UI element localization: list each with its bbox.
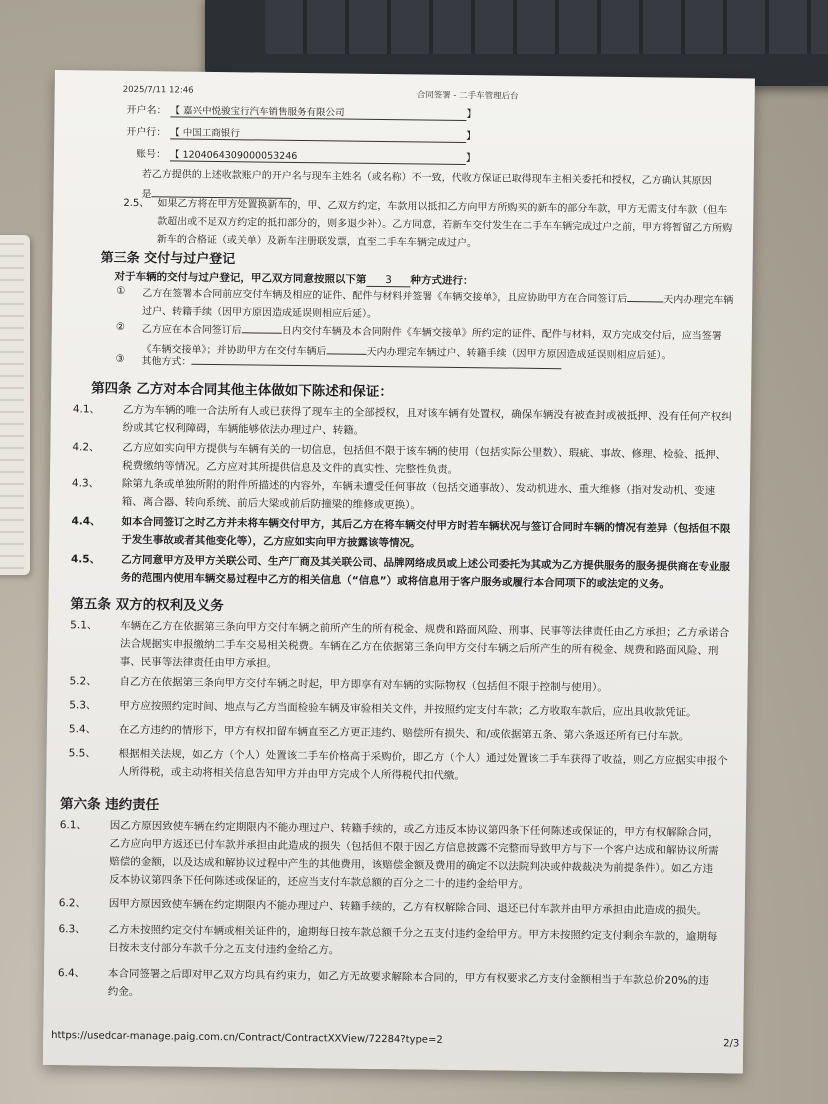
clause-5-2-text: 自乙方在依据第三条向甲方交付车辆之时起，甲方即享有对车辆的实际物权（包括但不限于控制与使用）。 xyxy=(119,675,608,694)
account-note-text: 若乙方提供的上述收款账户的开户名与现车主姓名（或名称）不一致，代收方保证已取得现车主相关委托和授权，乙方确认其原因 xyxy=(141,169,712,188)
keyboard-keys xyxy=(265,0,828,54)
section-5-title: 第五条 双方的权利及义务 xyxy=(70,596,224,615)
clause-5-1-num: 5.1、 xyxy=(70,619,98,632)
clause-5-5-text: 根据相关法规，如乙方（个人）处置该二手车价格高于采购价，即乙方（个人）通过处置该二手车获得了收益，则乙方应据实申报个人所得税，或主动将相关信息告知甲方并由甲方完成个人所得税代扣代缴。 xyxy=(118,747,728,783)
clause-5-4 xyxy=(69,720,729,746)
account-name-label: 开户名： xyxy=(126,104,167,117)
section-3-intro-a: 对于车辆的交付与过户登记，甲乙双方同意按照以下第 xyxy=(114,270,367,286)
clause-5-4-num: 5.4、 xyxy=(68,723,97,736)
account-no-box xyxy=(170,146,466,165)
account-no-row xyxy=(114,145,476,165)
clause-5-1 xyxy=(70,616,731,678)
option-1-mark: ① xyxy=(116,285,126,297)
clause-4-4 xyxy=(71,512,731,556)
clause-5-3-text: 甲方应按照约定时间、地点与乙方当面检验车辆及审验相关文件，并按照约定支付车款；乙方收取车款后，应出具收款凭证。 xyxy=(119,699,697,719)
account-bank-box xyxy=(170,124,466,143)
print-url: https://usedcar-manage.paig.com.cn/Contract/ContractXXView/72284?type=2 xyxy=(51,1030,443,1046)
option-2-blank-1 xyxy=(242,320,282,333)
clause-5-1-text: 车辆在乙方在依据第三条向甲方交付车辆之前所产生的所有税金、规费和路面风险、刑事、民事等法律责任由乙方承担；乙方承诺合法合规据实申报缴纳二手车交易相关税费。车辆在乙方在依据第三条向甲方交付车辆之后所产生的所有税金、规费和路面风险、刑事、民事等法律责任由甲方承担。 xyxy=(119,619,730,670)
account-bank-close: 】 xyxy=(466,131,477,143)
section-3-method-number: 3 xyxy=(366,274,410,288)
clause-6-1-num: 6.1、 xyxy=(59,819,88,832)
option-1-text-b: 天内办理完车辆过户、转籍手续（因甲方原因造成延误则相应后延）。 xyxy=(141,294,734,320)
clause-4-3 xyxy=(72,474,732,518)
option-2-mark: ② xyxy=(115,321,125,333)
option-3-text: 其他方式： xyxy=(141,356,192,368)
clause-4-2-text: 乙方应如实向甲方提供与车辆有关的一切信息，包括但不限于该车辆的使用（包括实际公里数）、瑕疵、事故、修理、检验、抵押、税费缴纳等情况。乙方应对其所提供信息及文件的真实性、完整性负责。 xyxy=(122,441,727,476)
clause-6-2-text: 因甲方原因致使车辆在约定期限内不能办理过户、转籍手续的，乙方有权解除合同、退还已付车款并由甲方承担由此造成的损失。 xyxy=(108,897,708,918)
clause-4-1-num: 4.1、 xyxy=(72,403,101,416)
account-no-label: 账号： xyxy=(135,148,167,161)
option-1-blank xyxy=(627,289,663,302)
clause-6-1-text: 因乙方原因致使车辆在约定期限内不能办理过户、转籍手续的，或乙方违反本协议第四条下任何陈述或保证的，甲方有权解除合同，乙方应向甲方返还已付车款并承担由此造成的损失（包括但不限于因乙方信息披露不完整而导致甲方与下一个客户达成和解协议所需赔偿的金额，以及达成和解协议过程中产生的其他费用，该赔偿金额及费用的确定不以法院判决或仲裁裁决为前提条件）。如乙方违反本协议第四条下任何陈述或保证的，还应当支付车款总额的百分之二十的违约金给甲方。 xyxy=(109,819,719,891)
clause-2-5-text: 如果乙方将在甲方处置换新车的，甲、乙双方约定，车款用以抵扣乙方向甲方所购买的新车的部分车款，甲方无需支付车款（但车款超出或不足双方约定的抵扣部分的，则多退少补）。乙方同意，若新车交付发生在二手车车辆完成过户之前，甲方将暂留乙方所购新车的合格证（或关单）及新车注册联发票，直至二手车车辆完成过户。 xyxy=(156,198,733,250)
clause-6-1 xyxy=(59,816,720,896)
clause-6-3-num: 6.3、 xyxy=(58,923,86,936)
option-2-text-a: 乙方应在本合同签订后 xyxy=(141,324,242,337)
option-1-text-a: 乙方在签署本合同前应交付车辆及相应的证件、配件与材料并签署《车辆交接单》，且应协助甲方在合同签订后 xyxy=(142,288,628,306)
clause-5-4-text: 在乙方违约的情形下，甲方有权扣留车辆直至乙方更正违约、赔偿所有损失、和/或依据第五条、第六条返还所有已付车款。 xyxy=(118,723,690,743)
account-bank-row xyxy=(114,123,476,143)
clause-4-5-num: 4.5、 xyxy=(70,553,101,566)
clause-5-3 xyxy=(69,696,729,722)
section-3-intro-b: 种方式进行： xyxy=(410,274,474,288)
clause-5-3-num: 5.3、 xyxy=(69,699,97,712)
section-4-title: 第四条 乙方对本合同其他主体做如下陈述和保证： xyxy=(91,380,393,401)
clause-5-5-num: 5.5、 xyxy=(68,747,96,760)
clause-6-2-num: 6.2、 xyxy=(58,897,87,910)
clause-5-2-num: 5.2、 xyxy=(69,675,97,688)
account-name-box xyxy=(170,102,466,121)
print-datetime: 2025/7/11 12:46 xyxy=(122,84,194,96)
account-bank-value: 【 中国工商银行 xyxy=(170,127,240,140)
clause-4-3-num: 4.3、 xyxy=(71,477,100,490)
account-note-is: 是 xyxy=(141,189,152,201)
clause-4-4-text: 如本合同签订之时乙方并未将车辆交付甲方，其后乙方在将车辆交付甲方时若车辆状况与签订合同时车辆的情况有差异（包括但不限于发生事故或者其他变化等），乙方应如实向甲方披露该等情况。 xyxy=(121,515,731,550)
clause-4-2-num: 4.2、 xyxy=(72,441,100,454)
clause-2-5-num: 2.5、 xyxy=(123,197,150,210)
notebook-lines xyxy=(0,241,24,569)
clause-5-5 xyxy=(68,744,728,788)
clause-4-1 xyxy=(73,400,733,444)
account-no-value: 【 1204064309000053246 xyxy=(169,149,298,162)
clause-6-4-num: 6.4、 xyxy=(57,967,86,980)
contract-page xyxy=(43,70,755,1073)
account-bank-label: 开户行： xyxy=(126,126,167,139)
clause-6-3-text: 乙方未按照约定交付车辆或相关证件的，逾期每日按车款总额千分之五支付违约金给甲方。甲方未按照约定支付剩余车款的，逾期每日按未支付部分车款千分之五支付违约金给乙方。 xyxy=(108,923,718,957)
print-system-title: 合同签署 - 二手车管理后台 xyxy=(416,90,519,102)
clause-4-1-text: 乙方为车辆的唯一合法所有人或已获得了现车主的全部授权，且对该车辆有处置权，确保车辆没有被查封或被抵押、没有任何产权纠纷或其它权利障碍，车辆能够依法办理过户、转籍。 xyxy=(122,403,732,437)
clause-4-5 xyxy=(71,550,731,594)
clause-6-4 xyxy=(58,964,718,1008)
clause-4-3-text: 除第九条或单独所附的附件所描述的内容外，车辆未遭受任何事故（包括交通事故）、发动机进水、重大维修（指对发动机、变速箱、离合器、转向系统、前后大梁或前后防撞梁的维修或更换）。 xyxy=(121,477,716,512)
section-6-title: 第六条 违约责任 xyxy=(59,796,160,814)
section-3-title: 第三条 交付与过户登记 xyxy=(100,250,236,268)
account-name-close: 】 xyxy=(466,109,477,121)
clause-6-3 xyxy=(58,920,718,964)
notebook xyxy=(0,235,30,575)
account-name-row xyxy=(114,101,476,121)
option-2-text-c: 天内办理完车辆过户、转籍手续（因甲方原因造成延误则相应后延）。 xyxy=(366,346,672,362)
account-no-close: 】 xyxy=(465,153,477,165)
clause-4-5-text: 乙方同意甲方及甲方关联公司、生产厂商及其关联公司、品牌网络成员或上述公司委托为其或为乙方提供服务的服务提供商在专业服务的范围内使用车辆交易过程中乙方的相关信息（“信息”）或将信息用于客户服务或履行本合同项下的或法定的义务。 xyxy=(120,553,731,591)
page-number: 2/3 xyxy=(723,1038,740,1050)
option-2-text-b: 日内交付车辆及本合同附件《车辆交接单》所约定的证件、配件与材料，双方完成交付后，应当签署《车辆交接单》；并协助甲方在交付车辆后 xyxy=(141,325,722,358)
clause-6-2 xyxy=(59,894,719,920)
option-3-mark: ③ xyxy=(115,353,125,365)
clause-6-4-text: 本合同签署之后即对甲乙双方均具有约束力，如乙方无故要求解除本合同的，甲方有权要求乙方支付金额相当于车款总价20%的违约金。 xyxy=(107,967,709,999)
account-name-value: 【 嘉兴中悦骏宝行汽车销售服务有限公司 xyxy=(170,105,345,119)
clause-4-4-num: 4.4、 xyxy=(71,515,101,528)
